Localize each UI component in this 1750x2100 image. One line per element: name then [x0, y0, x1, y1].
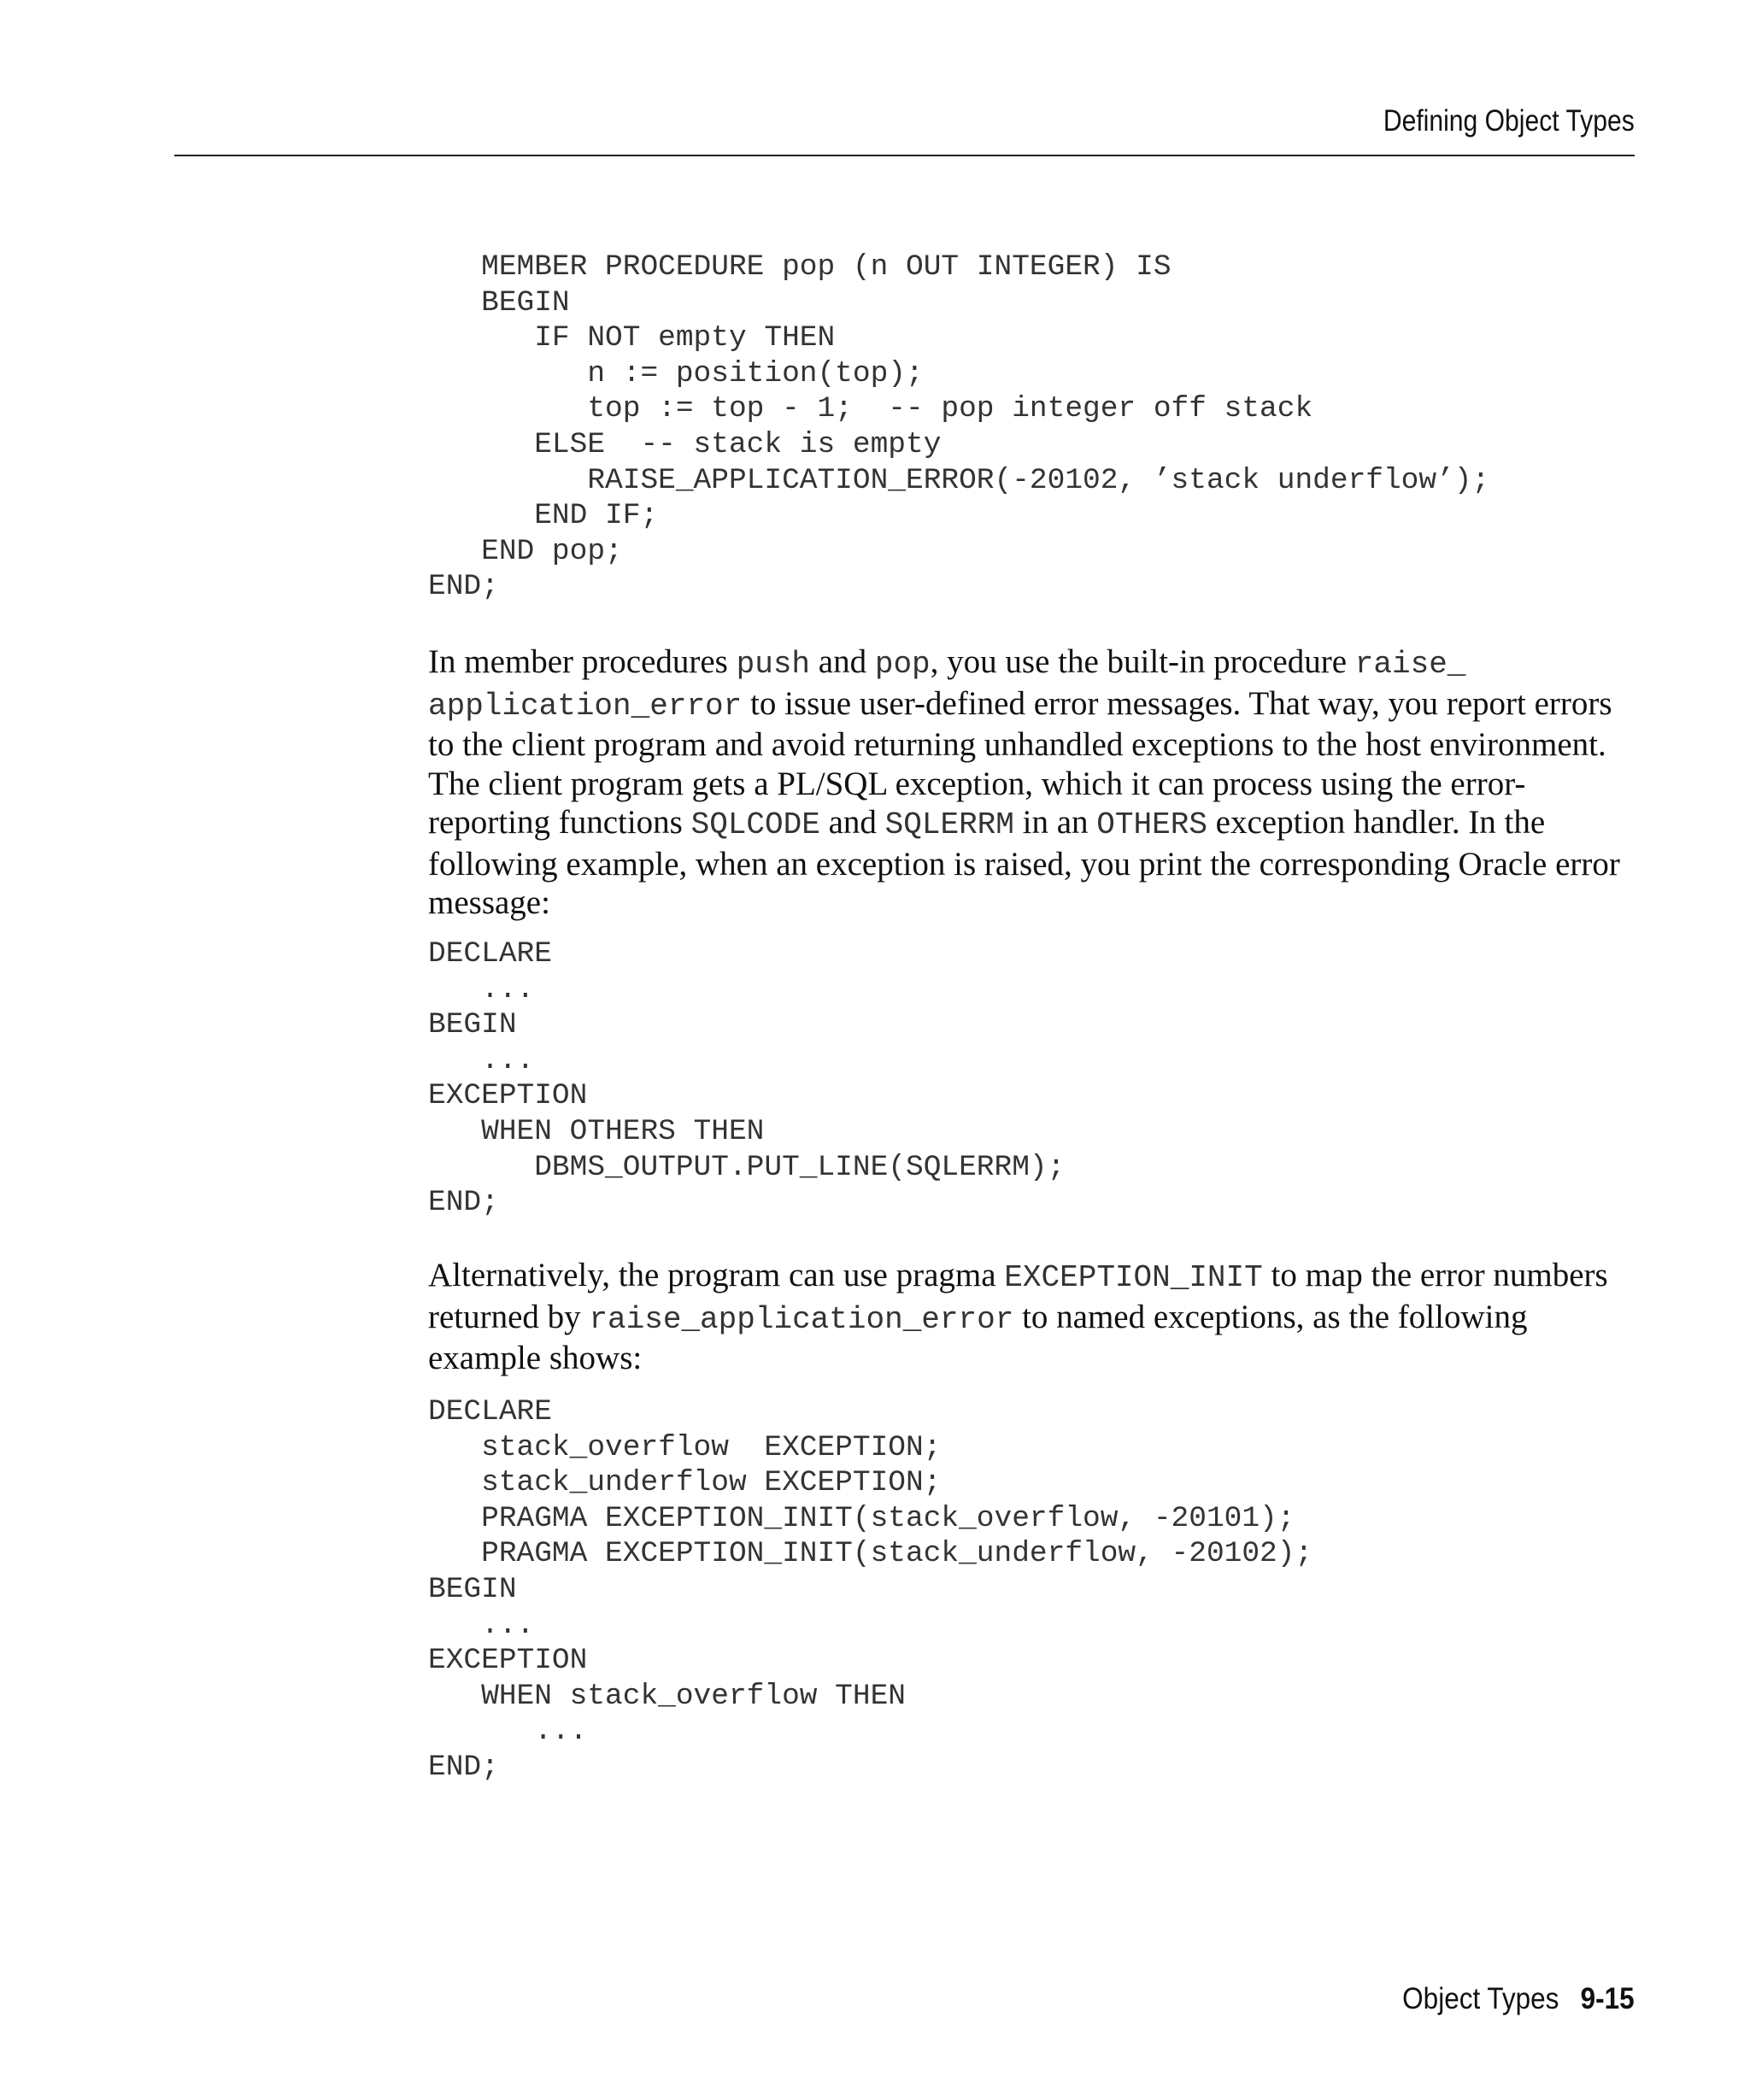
inline-code-sqlerrm: SQLERRM: [884, 807, 1014, 842]
paragraph-raise-application-error: In member procedures push and pop, you use the built-in procedure raise_ application_error to issue user-defined error messages. That way, you report errors to the client program and avoid returning unhandled exceptions to the host environment. The client program gets a PL/SQL exception, which it can process using the error-reporting functions SQLCODE and SQLERRM in an OTHERS exception handler. In the following example, when an exception is raised, you print the corresponding Oracle error message:: [428, 643, 1620, 921]
page-number: 9-15: [1580, 1982, 1635, 2015]
inline-code-others: OTHERS: [1096, 807, 1207, 842]
footer-chapter-title: Object Types: [1402, 1982, 1559, 2015]
inline-code-raise-application-error: raise_application_error: [589, 1301, 1014, 1337]
paragraph-exception-init: Alternatively, the program can use pragma EXCEPTION_INIT to map the error numbers returned by raise_application_error to named exceptions, as the following example shows:: [428, 1257, 1608, 1376]
page-footer: [1402, 1982, 1635, 2016]
inline-code-pop: pop: [874, 647, 931, 682]
inline-code-sqlcode: SQLCODE: [690, 807, 820, 842]
running-header: Defining Object Types: [1383, 104, 1635, 138]
header-divider: [174, 155, 1635, 156]
inline-code-exception-init: EXCEPTION_INIT: [1004, 1260, 1263, 1295]
inline-code-raise: raise_: [1354, 647, 1466, 682]
code-block-exception-init-example: DECLARE stack_overflow EXCEPTION; stack_underflow EXCEPTION; PRAGMA EXCEPTION_INIT(stack_overflow, -20101); PRAGMA EXCEPTION_INIT(stack_underflow, -20102); BEGIN ... EXCEPTION WHEN stack_overflow THEN ... END;: [428, 1395, 1313, 1784]
code-block-pop-procedure: MEMBER PROCEDURE pop (n OUT INTEGER) IS BEGIN IF NOT empty THEN n := position(top); top := top - 1; -- pop integer off stack ELSE -- stack is empty RAISE_APPLICATION_ERROR(-20102, ’stack underflow’); END IF; END pop; END;: [428, 250, 1490, 604]
code-block-sqlerrm-example: DECLARE ... BEGIN ... EXCEPTION WHEN OTHERS THEN DBMS_OUTPUT.PUT_LINE(SQLERRM); END;: [428, 937, 1066, 1220]
inline-code-push: push: [736, 647, 811, 682]
inline-code-application-error: application_error: [428, 688, 743, 724]
